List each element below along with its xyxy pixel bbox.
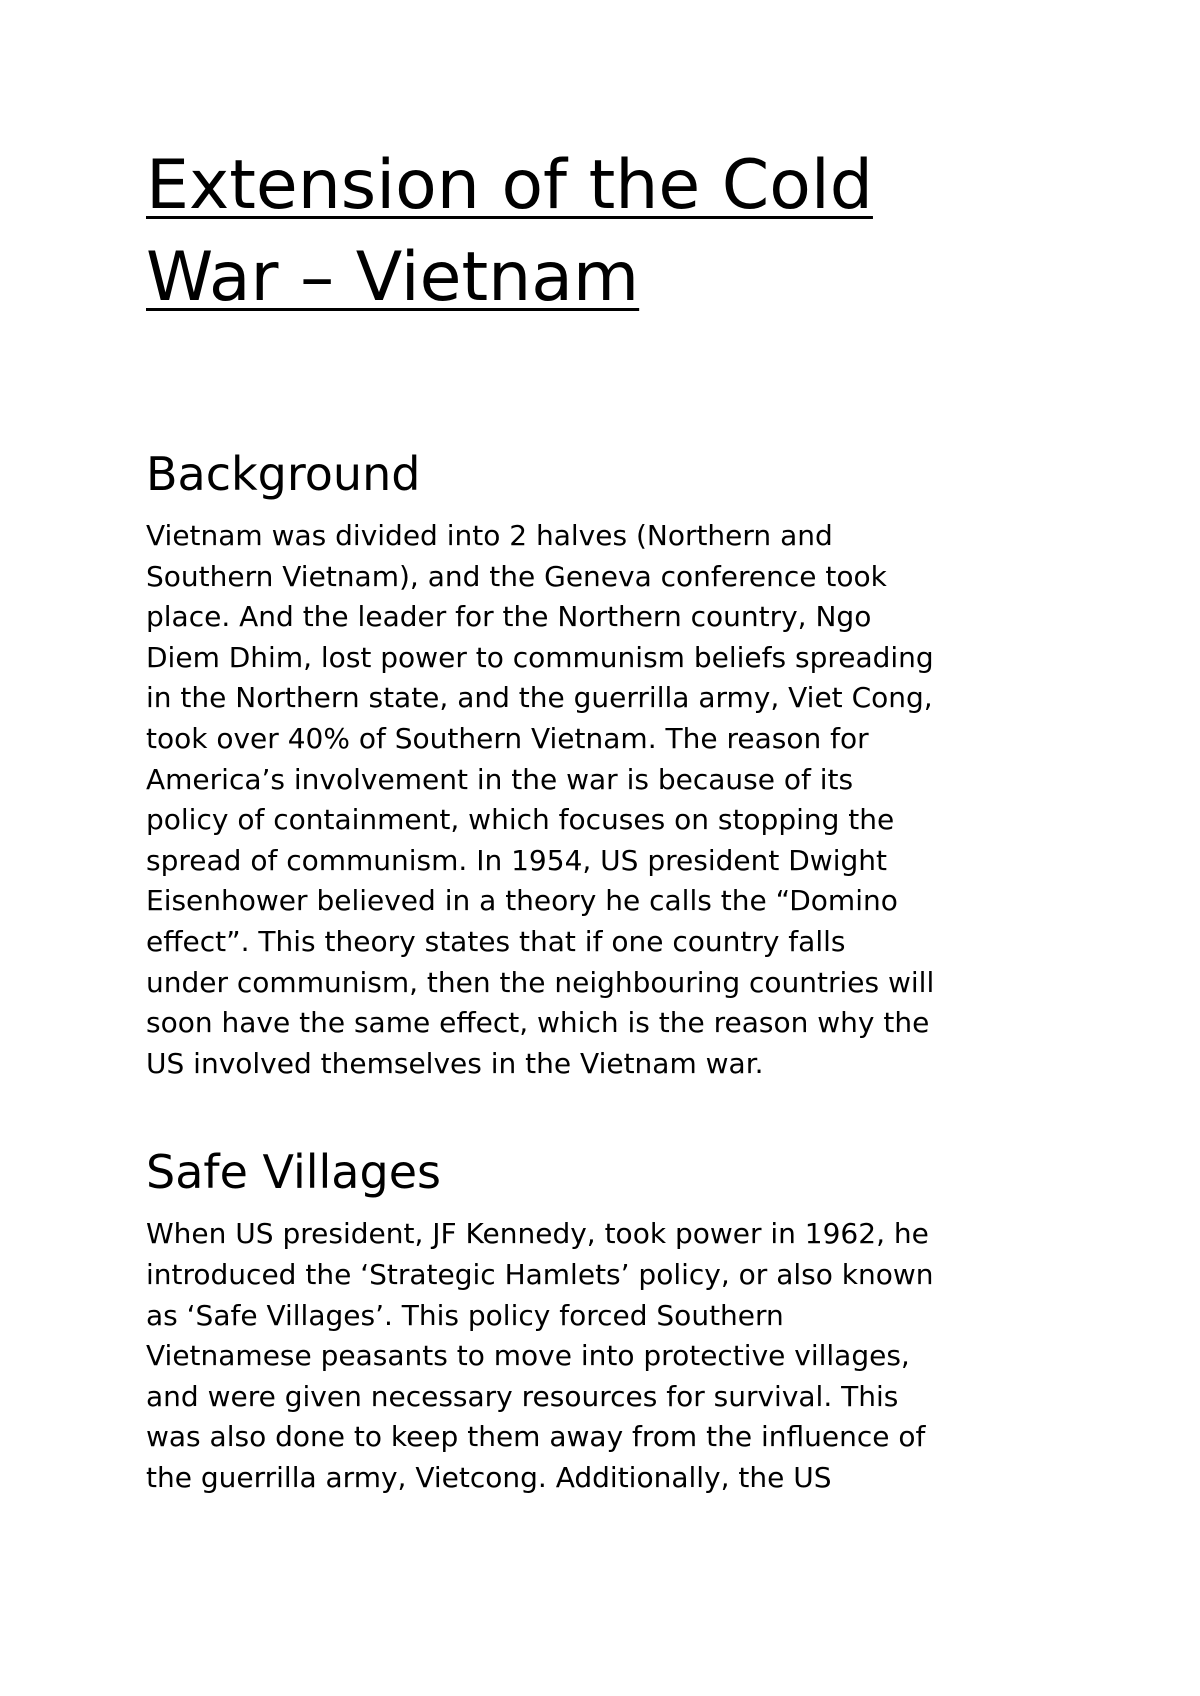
- paragraph-line: Diem Dhim, lost power to communism beliefs spreading: [146, 640, 934, 674]
- paragraph-line: Vietnam was divided into 2 halves (Northern and: [146, 519, 833, 552]
- paragraph-line: Southern Vietnam), and the Geneva conference took: [146, 559, 887, 593]
- section-heading: Safe Villages: [146, 1145, 441, 1200]
- paragraph-line: as ‘Safe Villages’. This policy forced Southern: [146, 1298, 784, 1332]
- paragraph-line: spread of communism. In 1954, US president Dwight: [146, 843, 887, 877]
- paragraph-line: the guerrilla army, Vietcong. Additionally, the US: [146, 1460, 832, 1494]
- paragraph-line: was also done to keep them away from the influence of: [146, 1420, 926, 1454]
- paragraph-line: effect”. This theory states that if one country falls: [146, 924, 846, 958]
- paragraph-line: When US president, JF Kennedy, took power in 1962, he: [146, 1217, 929, 1251]
- section-background: [146, 446, 1076, 1084]
- paragraph-line: under communism, then the neighbouring countries will: [146, 965, 935, 999]
- document-page: [146, 140, 1076, 1498]
- section-paragraph: [146, 1214, 1076, 1498]
- document-title-line: War – Vietnam: [146, 238, 640, 317]
- paragraph-line: soon have the same effect, which is the reason why the: [146, 1006, 930, 1040]
- paragraph-line: America’s involvement in the war is because of its: [146, 762, 854, 796]
- paragraph-line: in the Northern state, and the guerrilla army, Viet Cong,: [146, 681, 933, 715]
- paragraph-line: Eisenhower believed in a theory he calls the “Domino: [146, 884, 898, 918]
- paragraph-line: introduced the ‘Strategic Hamlets’ policy, or also known: [146, 1257, 934, 1291]
- paragraph-line: and were given necessary resources for survival. This: [146, 1379, 899, 1413]
- paragraph-line: took over 40% of Southern Vietnam. The reason for: [146, 721, 869, 755]
- section-paragraph: [146, 516, 1076, 1084]
- paragraph-line: policy of containment, which focuses on stopping the: [146, 803, 895, 837]
- paragraph-line: place. And the leader for the Northern country, Ngo: [146, 600, 872, 634]
- paragraph-line: US involved themselves in the Vietnam war.: [146, 1046, 764, 1080]
- document-title: [146, 140, 986, 324]
- section-safe-villages: [146, 1144, 1076, 1498]
- paragraph-line: Vietnamese peasants to move into protective villages,: [146, 1339, 910, 1373]
- document-title-line: Extension of the Cold: [146, 146, 873, 225]
- section-heading: Background: [146, 447, 421, 501]
